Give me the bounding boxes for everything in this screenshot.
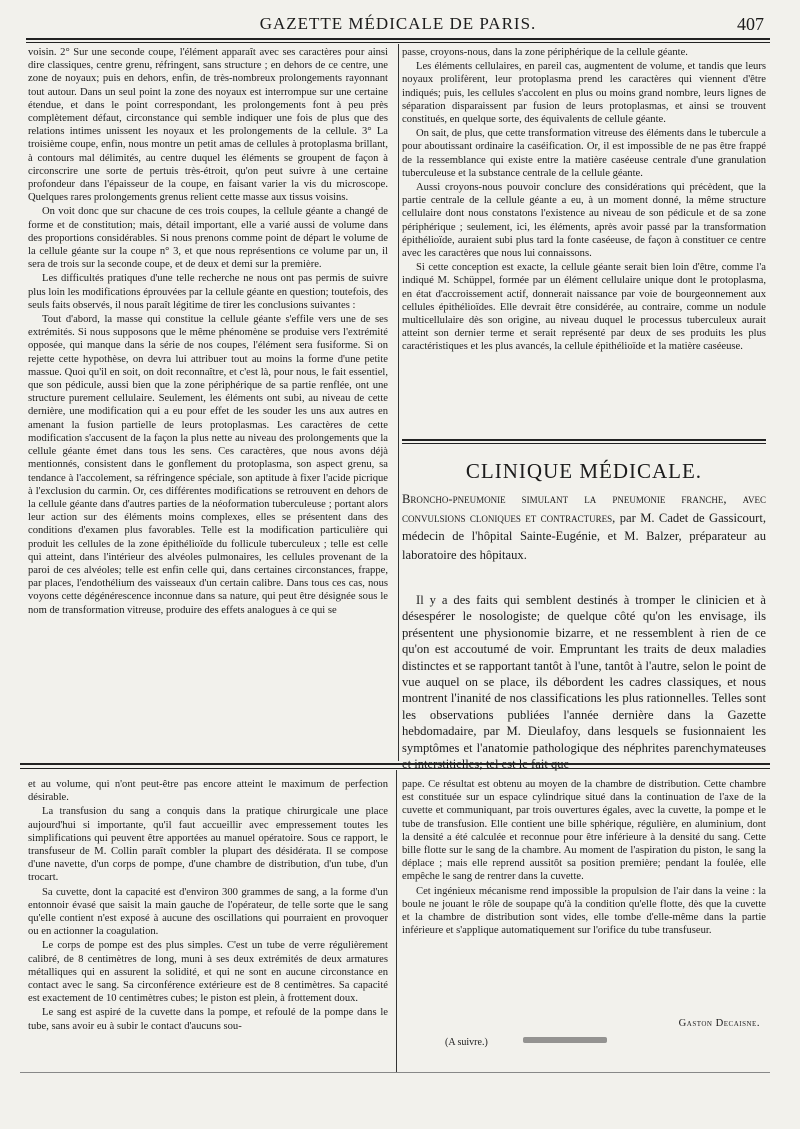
ink-smudge (523, 1037, 607, 1043)
paragraph: Tout d'abord, la masse qui constitue la cellule géante s'effile vers une de ses extrémités. Si nous supposons que le même phénomène se produise vers l'extrémité opposée, qui manque dans la série de nos coupes, l'élément sera fusiforme. Si on rejette cette hypothèse, on devra lui attribuer tout au moins la forme d'une petite massue. Quoi qu'il en soit, on doit reconnaître, et c'est là, pour nous, le fait essentiel, que son pédicule, aussi bien que la zone périphérique de sa partie renflée, ont une structure purement cellulaire. Seulement, les éléments ont subi, au niveau de cette dernière, une modification qui a eu pour effet de les souder les uns aux autres en amenant la fusion partielle de leurs protoplasmas. Les caractères de cette modification s'accusent de la façon la plus nette au niveau des prolongements que la cellule géante émet dans tous les sens. Ces caractères, que nous avons déjà mentionnés, consistent dans le gonflement du protoplasma, son aspect grenu, sa tendance à l'accolement, sa réfringence spéciale, son aptitude à fixer l'acide picrique à l'exclusion du carmin. Or, ces différentes modifications se retrouvent en dehors de la cellule géante dans d'autres parties de la néoformation tuberculeuse ; portant alors leur action sur des éléments moins complexes, elles se présentent dans des conditions d'examen plus favorables. Telle est la modification particulière qui produit les cellules de la zone épithélioïde du follicule tuberculeux ; telle est celle qui atteint, dans l'intérieur des alvéoles pulmonaires, les cellules provenant de la paroi de ces alvéoles; telle est enfin celle qui, dans certaines circonstances, frappe, par places, l'endothélium des vaisseaux d'un certain calibre. Dans tous ces cas, nous voyons cette dégénérescence inconnue dans sa nature, qui peut être désignée sous le nom de transformation vitreuse, produire des effets analogues à ce qui se (28, 314, 388, 616)
paragraph: Les éléments cellulaires, en pareil cas, augmentent de volume, et tandis que leurs noyaux prolifèrent, leur protoplasma prend les caractères qui viennent d'être indiqués; puis, les cellules s'accolent en plus ou moins grand nombre, leurs lignes de séparation disparaissent par fusion de leurs protoplasmas, et ainsi se trouvent constitués, en quelque sorte, des équivalents de cellule géante. (402, 61, 766, 126)
paragraph: Aussi croyons-nous pouvoir conclure des considérations qui précèdent, que la partie centrale de la cellule géante a eu, à un moment donné, la même structure cellulaire dont nous constatons l'existence au niveau de son pédicule et de sa zone périphérique ; seulement, ici, les éléments, après avoir passé par la transformation épithélioïde, auraient subi plus tard la fonte caséeuse, de façon à constituer ce centre avec les caractères que nous lui connaissons. (402, 182, 766, 260)
footer-rule (20, 1072, 770, 1073)
mid-rule (20, 763, 770, 765)
paragraph: Le sang est aspiré de la cuvette dans la pompe, et refoulé de la pompe dans le tube, sans avoir eu à subir le contact d'aucuns sou- (28, 1007, 388, 1032)
column-separator-top (398, 44, 399, 761)
signature: Gaston Decaisne. (678, 1018, 760, 1029)
paragraph: Si cette conception est exacte, la cellule géante serait bien loin d'être, comme l'a indiqué M. Schüppel, formée par un élément cellulaire unique dont le protoplasma, en état d'accroissement actif, donnerait naissance par voie de bourgeonnement aux cellules épithélioïdes. Elle devrait être considérée, au contraire, comme un nodule multicellulaire dès son origine, au niveau duquel le processus tuberculeux aurait atteint son dernier terme et serait représenté par deux de ses produits les plus caractéristiques et les plus avancés, la cellule épithélioïde et la matière caséeuse. (402, 262, 766, 353)
paragraph: Il y a des faits qui semblent destinés à tromper le clinicien et à désespérer le nosologiste; de quelque côté qu'on les envisage, ils présentent une physionomie bizarre, et ne ressemblent à rien de ce qu'on est accoutumé de voir. Empruntant les traits de deux maladies distinctes et se rapportant tantôt à l'une, tantôt à l'autre, selon le point de vue auquel on se place, ils débordent les cadres classiques, et nous montrent l'inanité de nos classifications les plus rationnelles. Telles sont les observations publiées l'année dernière dans la Gazette hebdomadaire, par M. Dieulafoy, dans lesquels se fusionnaient les symptômes et l'anatomie pathologique des néphrites parenchymateuses et interstitielles; tel est le fait que (402, 593, 766, 772)
page-header (26, 14, 770, 36)
paragraph: Les difficultés pratiques d'une telle recherche ne nous ont pas permis de suivre plus loin les modifications éprouvées par la cellule géante en question; toutefois, des seuls faits observés, il nous paraît légitime de tirer les conclusions suivantes : (28, 273, 388, 311)
column-4 (402, 778, 766, 937)
section-rule (402, 439, 766, 441)
paragraph: Le corps de pompe est des plus simples. C'est un tube de verre régulièrement calibré, de 8 centimètres de long, muni à ses deux extrémités de deux armatures métalliques qui en assurent la solidité, et qui ne sont en aucune circonstance en contact avec le sang. Sa circonférence extérieure est de 8 centimètres. Sa capacité est exactement de 10 centimètres cubes; le piston est plein, à frottement doux. (28, 940, 388, 1005)
paragraph: pape. Ce résultat est obtenu au moyen de la chambre de distribution. Cette chambre est constituée sur un espace cylindrique situé dans la continuation de l'axe de la cuvette et communiquant, par trois ouvertures égales, avec la cuvette, la pompe et le tube de transfusion. Elle contient une bille sphérique, régulière, en aluminium, dont la densité a été calculée et reconnue pour être inférieure à la densité du sang. Cette bille flotte sur le sang de la chambre. Au moment de l'aspiration du piston, le sang la déplace ; mais elle reprend aussitôt sa position première; pendant la foulée, elle empêche le sang de rentrer dans la cuvette. (402, 779, 766, 883)
paragraph: On sait, de plus, que cette transformation vitreuse des éléments dans le tubercule a pour aboutissant ordinaire la caséification. Or, il est impossible de ne pas être frappé de la ressemblance qui existe entre la matière caséeuse centrale d'une granulation tuberculeuse et la substance centrale de la cellule géante. (402, 128, 766, 179)
paragraph: On voit donc que sur chacune de ces trois coupes, la cellule géante a changé de forme et de constitution; mais, détail important, elle a varié aussi de volume dans des proportions considérables. Si nous prenons comme point de départ le volume de la cellule géante sur la coupe n° 3, et que nous représentions ce volume par un, il sera de trois sur la seconde coupe, et de deux et demi sur la première. (28, 206, 388, 271)
paragraph: passe, croyons-nous, dans la zone périphérique de la cellule géante. (402, 47, 688, 58)
paragraph: voisin. 2° Sur une seconde coupe, l'élément apparaît avec ses caractères pour ainsi dire classiques, centre grenu, réfringent, sans structure ; en dehors de ce centre, une zone de noyaux; puis en dehors, enfin, de très-nombreux prolongements rayonnant tout autour. Dans un seul point la zone des noyaux est interrompue sur une certaine étendue, et dans le point correspondant, les prolongements font à peu près complètement défaut, circonstance qui semble indiquer une fois de plus que des relations intimes unissent les noyaux et les prolongements de la cellule. 3° La troisième coupe, enfin, nous montre un petit amas de cellules à protoplasma brillant, à contours mal délimités, au centre duquel les éléments se groupent de façon à circonscrire une sorte de pertuis très-étroit, qu'on peut suivre à une certaine profondeur dans l'épaisseur de la coupe, en faisant varier la vis du microscope. Quelques rares prolongements grenus relient cette masse aux tissus voisins. (28, 47, 388, 204)
header-rule-thin (26, 42, 770, 43)
column-2 (402, 46, 766, 354)
header-rule (26, 38, 770, 40)
mid-rule-thin (20, 768, 770, 769)
paragraph: Sa cuvette, dont la capacité est d'environ 300 grammes de sang, a la forme d'un entonnoir évasé que saisit la main gauche de l'opérateur, de telle sorte que le sang qu'elle contient n'est exposé à aucune des oscillations qui pourraient en provoquer ou en actionner la coagulation. (28, 886, 388, 938)
paragraph: La transfusion du sang a conquis dans la pratique chirurgicale une place aujourd'hui si importante, qu'il faut accueillir avec empressement toutes les simplifications qui peuvent être apportées au manuel opératoire. Sous ce rapport, le transfuseur de M. Collin paraît combler la plupart des désidérata. Il se compose d'une navette, d'un corps de pompe, d'une chambre de distribution, d'un tube, d'un trocart. (28, 806, 388, 884)
page-number: 407 (737, 14, 764, 34)
article-body (402, 592, 766, 772)
column-1 (28, 46, 388, 617)
column-separator-bottom (396, 770, 397, 1072)
section-title: CLINIQUE MÉDICALE. (465, 459, 703, 483)
article-subtitle-main: Broncho-pneumonie simulant la pneumonie franche, avec convulsions cloniques et contractures, (402, 492, 766, 525)
to-be-continued: (A suivre.) (445, 1037, 488, 1048)
paragraph: et au volume, qui n'ont peut-être pas encore atteint le maximum de perfection désirable. (28, 779, 388, 804)
article-authors: par M. Cadet de Gassicourt, médecin de l'hôpital Sainte-Eugénie, et M. Balzer, préparateur au laboratoire des hôpitaux. (402, 510, 766, 562)
article-subtitle (402, 490, 766, 564)
column-3 (28, 778, 388, 1033)
section-rule-thin (402, 443, 766, 444)
journal-title: GAZETTE MÉDICALE DE PARIS. (259, 14, 537, 33)
paragraph: Cet ingénieux mécanisme rend impossible la propulsion de l'air dans la veine : la boule ne jouant le rôle de soupape qu'à la condition qu'elle flotte, dès que la cuvette et la chambre de distribution sont vides, elle tombe d'elle-même dans la partie inférieure et s'applique automatiquement sur l'orifice du tube transfuseur. (402, 885, 766, 937)
